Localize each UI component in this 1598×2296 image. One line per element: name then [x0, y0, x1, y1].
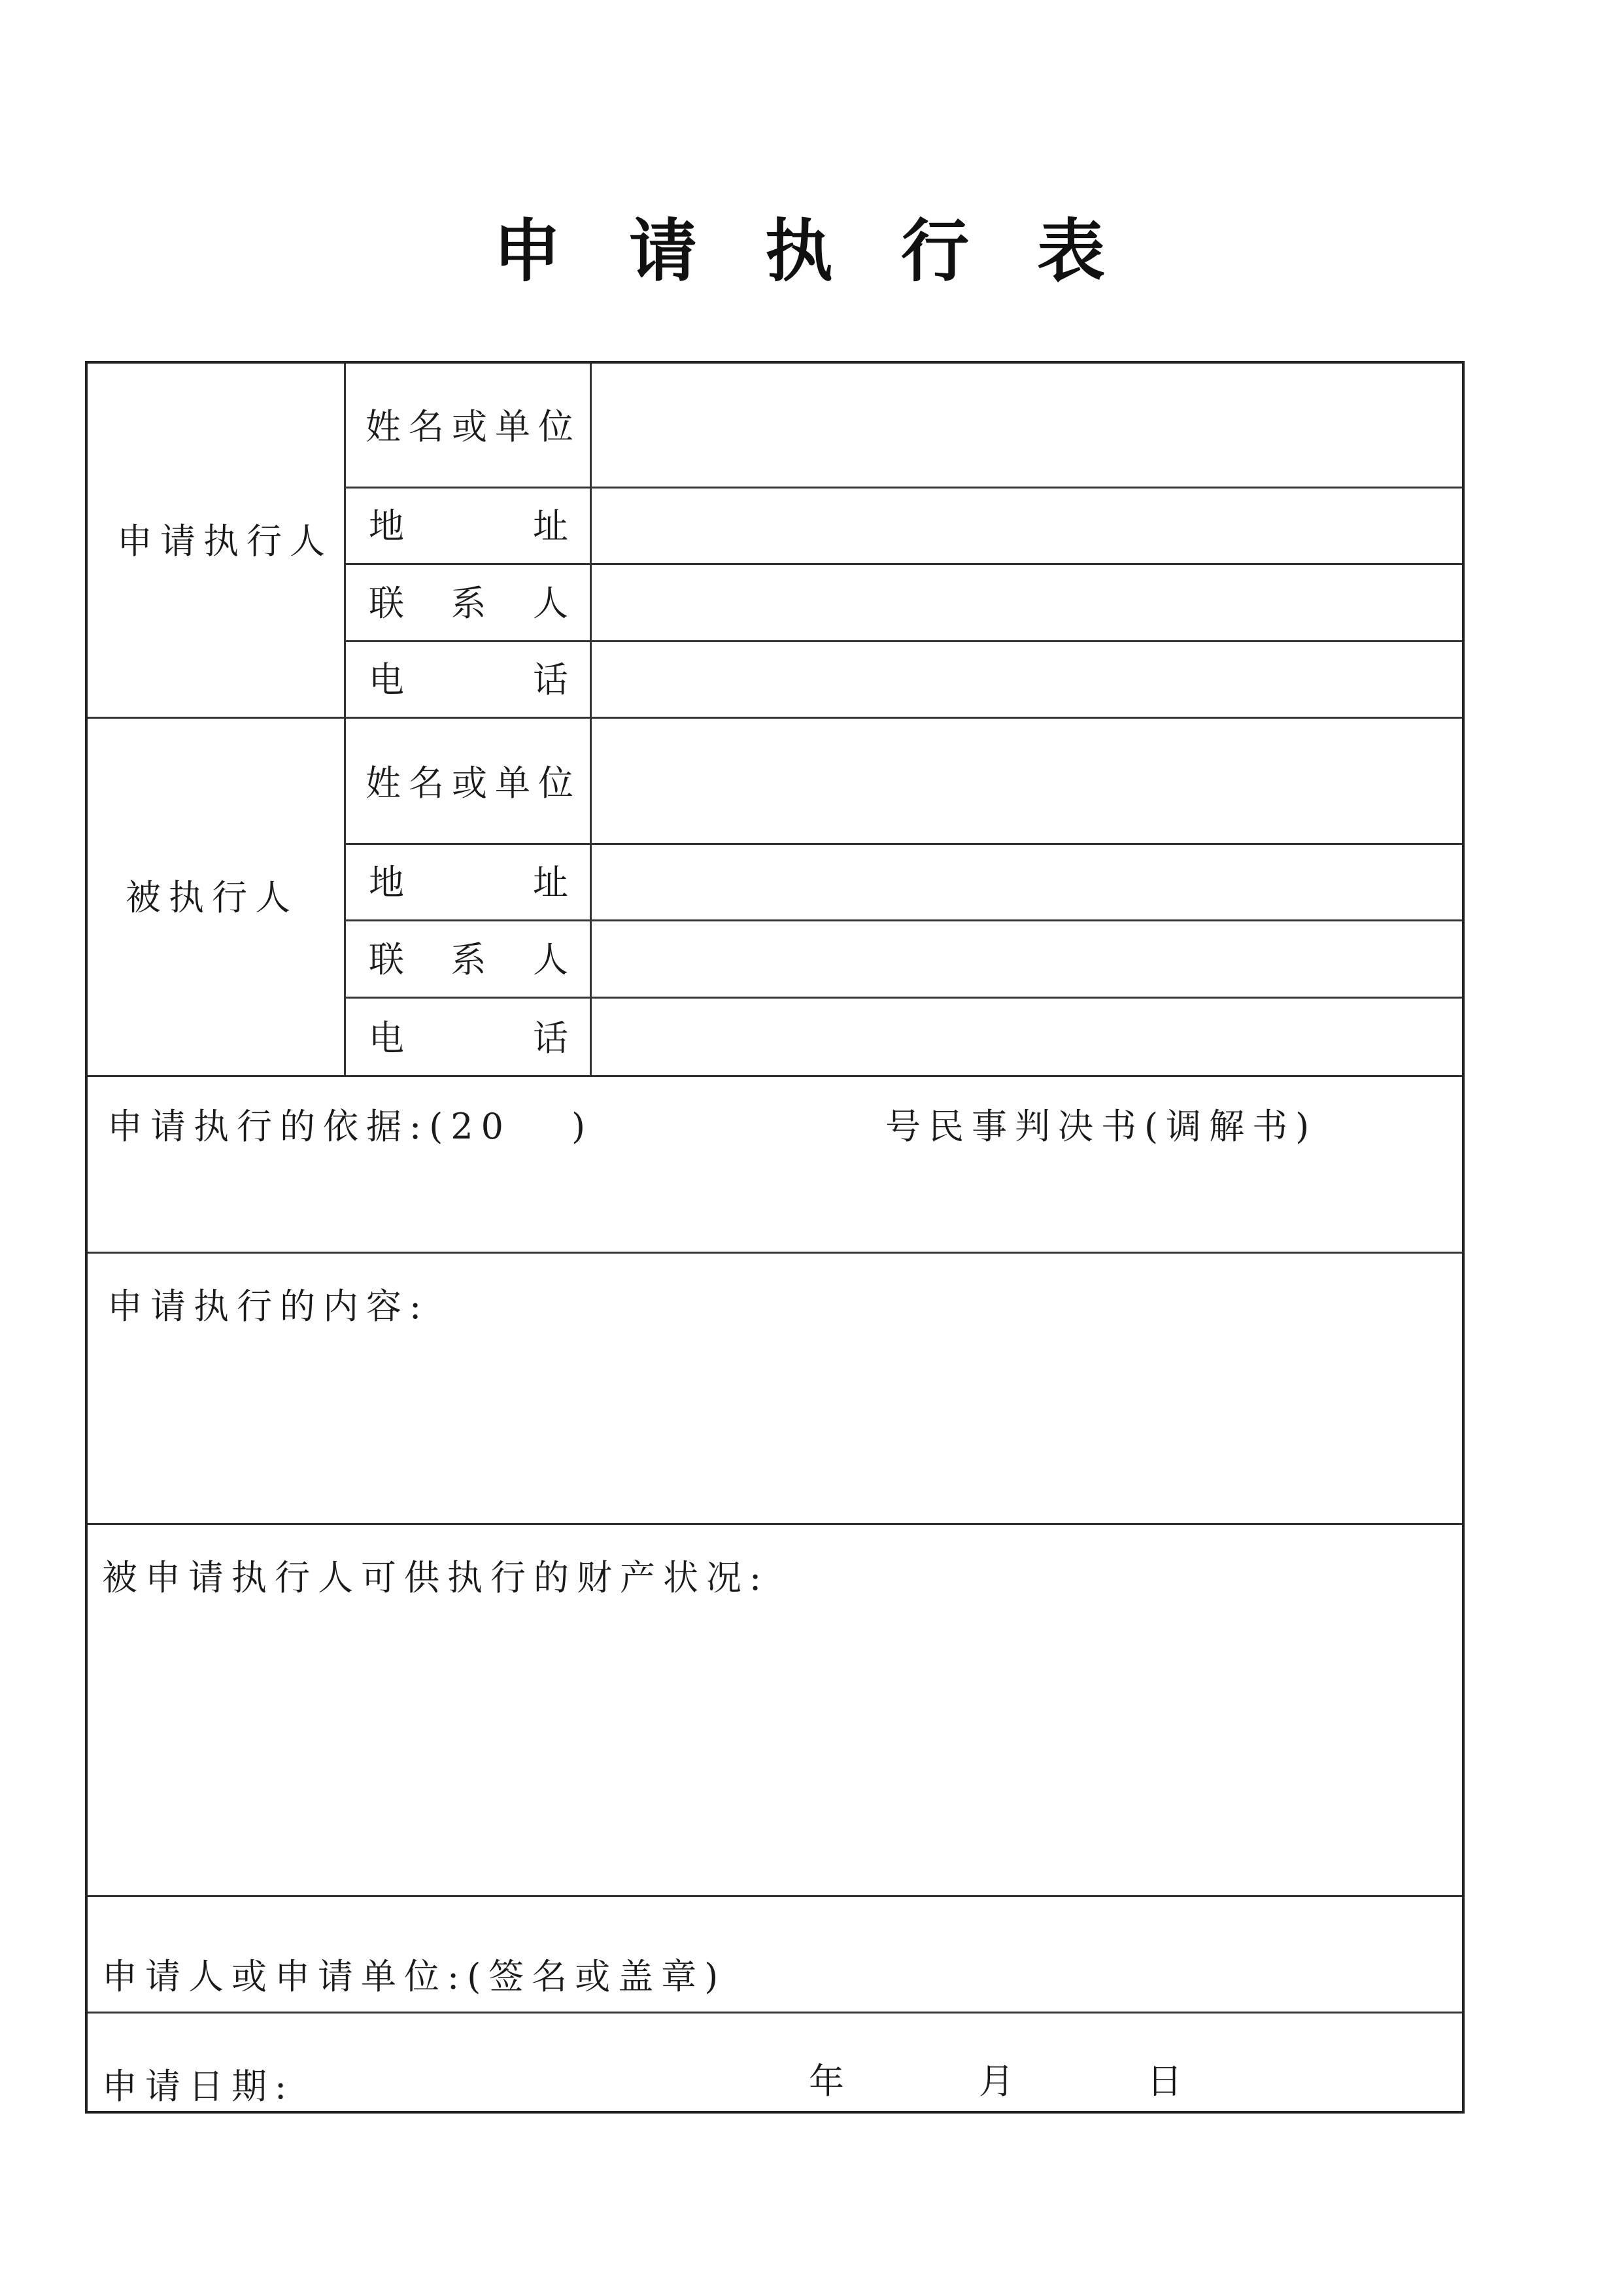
basis-suffix: 号民事判决书(调解书) [885, 1106, 1318, 1147]
applicant-contact-field[interactable] [592, 565, 1462, 640]
label-char: 联 [369, 583, 404, 624]
applicant-name-label: 姓名或单位 [366, 406, 581, 447]
label-char: 人 [533, 939, 568, 980]
date-label: 申请日期: [102, 2066, 295, 2107]
applicant-phone-field[interactable] [592, 642, 1462, 717]
label-char: 话 [533, 1018, 568, 1059]
label-char: 系 [450, 939, 486, 980]
label-char: 联 [369, 939, 404, 980]
respondent-address-label [369, 862, 568, 903]
date-field[interactable] [323, 2013, 1435, 2112]
applicant-contact-label [369, 583, 568, 624]
label-char: 址 [533, 505, 568, 547]
date-month-label: 月 [979, 2061, 1014, 2102]
applicant-name-field[interactable] [592, 364, 1462, 487]
label-char: 电 [369, 1018, 404, 1059]
label-char: 系 [450, 583, 486, 624]
applicant-address-label [369, 505, 568, 547]
label-char: 地 [369, 505, 404, 547]
label-char: 人 [533, 583, 568, 624]
respondent-phone-label [369, 1018, 568, 1059]
content-field[interactable] [88, 1254, 1462, 1523]
signature-label: 申请人或申请单位:(签名或盖章) [102, 1956, 726, 1997]
respondent-contact-label [369, 939, 568, 980]
respondent-group-label: 被执行人 [126, 877, 298, 918]
title-char: 执 [764, 211, 833, 291]
content-label: 申请执行的内容: [107, 1286, 430, 1327]
divider-group-column [344, 364, 346, 1076]
label-char: 址 [533, 862, 568, 903]
title-char: 请 [628, 211, 697, 291]
basis-close-paren: ) [571, 1106, 586, 1147]
basis-field[interactable] [88, 1077, 1462, 1252]
basis-label: 申请执行的依据:(20 [107, 1106, 511, 1147]
property-field[interactable] [88, 1525, 1462, 1895]
respondent-name-label: 姓名或单位 [366, 762, 581, 804]
title-char: 行 [901, 211, 970, 291]
label-char: 电 [369, 659, 404, 700]
application-form-table [85, 361, 1465, 2114]
title-char: 表 [1037, 211, 1106, 291]
property-label: 被申请执行人可供执行的财产状况: [102, 1557, 770, 1598]
title-char: 申 [492, 211, 561, 291]
page-title [0, 196, 1598, 294]
signature-field[interactable] [88, 1897, 1462, 2012]
applicant-address-field[interactable] [592, 488, 1462, 563]
date-day-label: 日 [1147, 2061, 1182, 2102]
respondent-name-field[interactable] [592, 719, 1462, 843]
applicant-group-label: 申请执行人 [117, 521, 333, 562]
respondent-address-field[interactable] [592, 845, 1462, 919]
label-char: 地 [369, 862, 404, 903]
respondent-contact-field[interactable] [592, 921, 1462, 997]
divider-label-column [590, 364, 592, 1076]
date-year-label: 年 [809, 2061, 844, 2102]
label-char: 话 [533, 659, 568, 700]
applicant-phone-label [369, 659, 568, 700]
respondent-phone-field[interactable] [592, 999, 1462, 1075]
